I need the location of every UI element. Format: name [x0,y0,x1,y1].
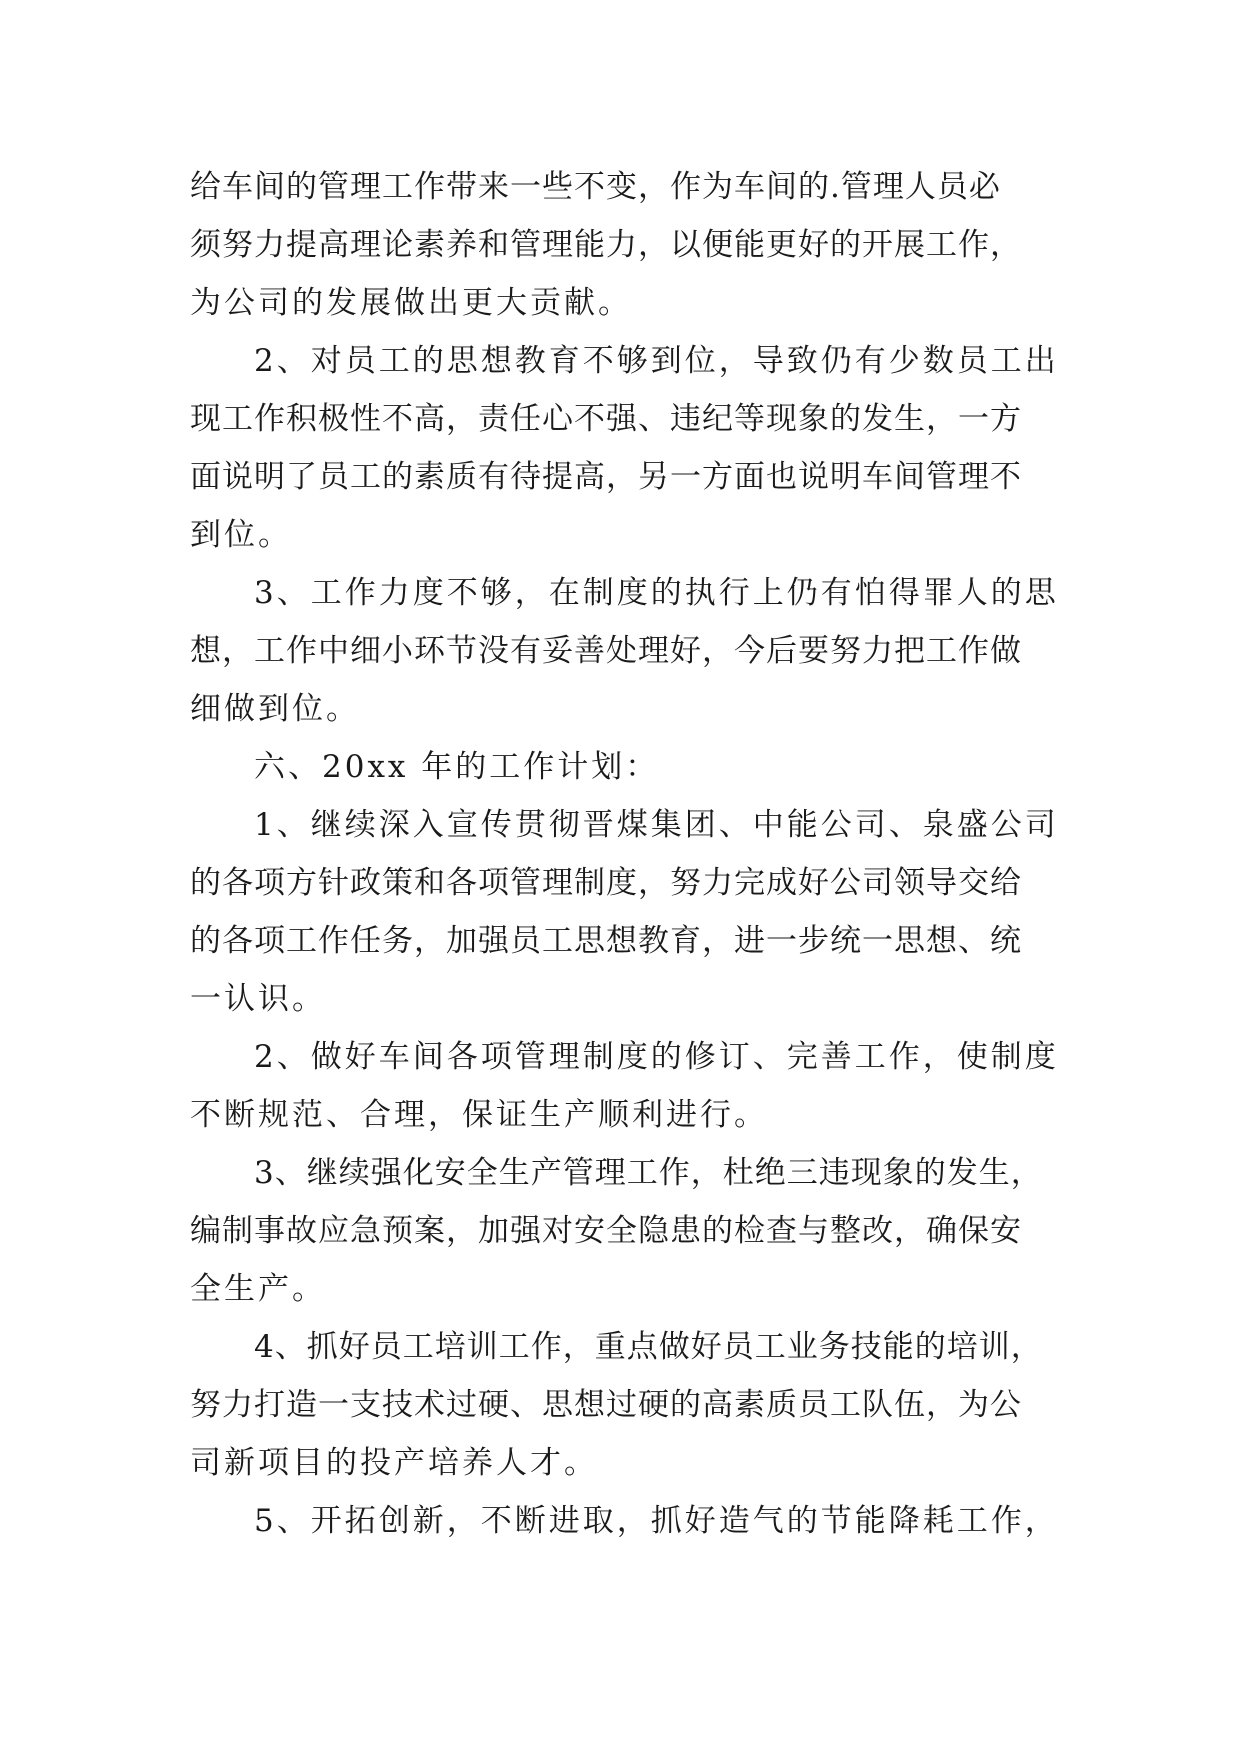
paragraph-start-line: 4、抓好员工培训工作，重点做好员工业务技能的培训， [254,1329,1043,1365]
text-line: 现工作积极性不高，责任心不强、违纪等现象的发生，一方 [190,401,1022,437]
text-line: 编制事故应急预案，加强对安全隐患的检查与整改，确保安 [190,1213,1022,1249]
text-line: 面说明了员工的素质有待提高，另一方面也说明车间管理不 [190,459,1022,495]
paragraph-start-line: 3、工作力度不够，在制度的执行上仍有怕得罪人的思 [254,575,1059,611]
text-line: 须努力提高理论素养和管理能力，以便能更好的开展工作， [190,227,1022,263]
section-heading: 六、20xx 年的工作计划： [254,749,660,785]
paragraph-start-line: 2、对员工的思想教育不够到位，导致仍有少数员工出 [254,343,1059,379]
paragraph-start-line: 2、做好车间各项管理制度的修订、完善工作，使制度 [254,1039,1059,1075]
text-line: 司新项目的投产培养人才。 [190,1445,598,1481]
document-body [190,158,1059,1550]
text-line: 给车间的管理工作带来一些不变，作为车间的.管理人员必 [190,169,1001,205]
text-line: 全生产。 [190,1271,326,1307]
text-line: 为公司的发展做出更大贡献。 [190,285,632,321]
text-line: 细做到位。 [190,691,360,727]
paragraph-start-line: 3、继续强化安全生产管理工作，杜绝三违现象的发生， [254,1155,1043,1191]
text-line: 一认识。 [190,981,326,1017]
text-line: 想，工作中细小环节没有妥善处理好，今后要努力把工作做 [190,633,1022,669]
text-line: 到位。 [190,517,292,553]
text-line: 的各项工作任务，加强员工思想教育，进一步统一思想、统 [190,923,1022,959]
paragraph-start-line: 5、开拓创新，不断进取，抓好造气的节能降耗工作， [254,1503,1059,1539]
paragraph-start-line: 1、继续深入宣传贯彻晋煤集团、中能公司、泉盛公司 [254,807,1059,843]
text-line: 不断规范、合理，保证生产顺利进行。 [190,1097,768,1133]
text-line: 努力打造一支技术过硬、思想过硬的高素质员工队伍，为公 [190,1387,1022,1423]
text-line: 的各项方针政策和各项管理制度，努力完成好公司领导交给 [190,865,1022,901]
